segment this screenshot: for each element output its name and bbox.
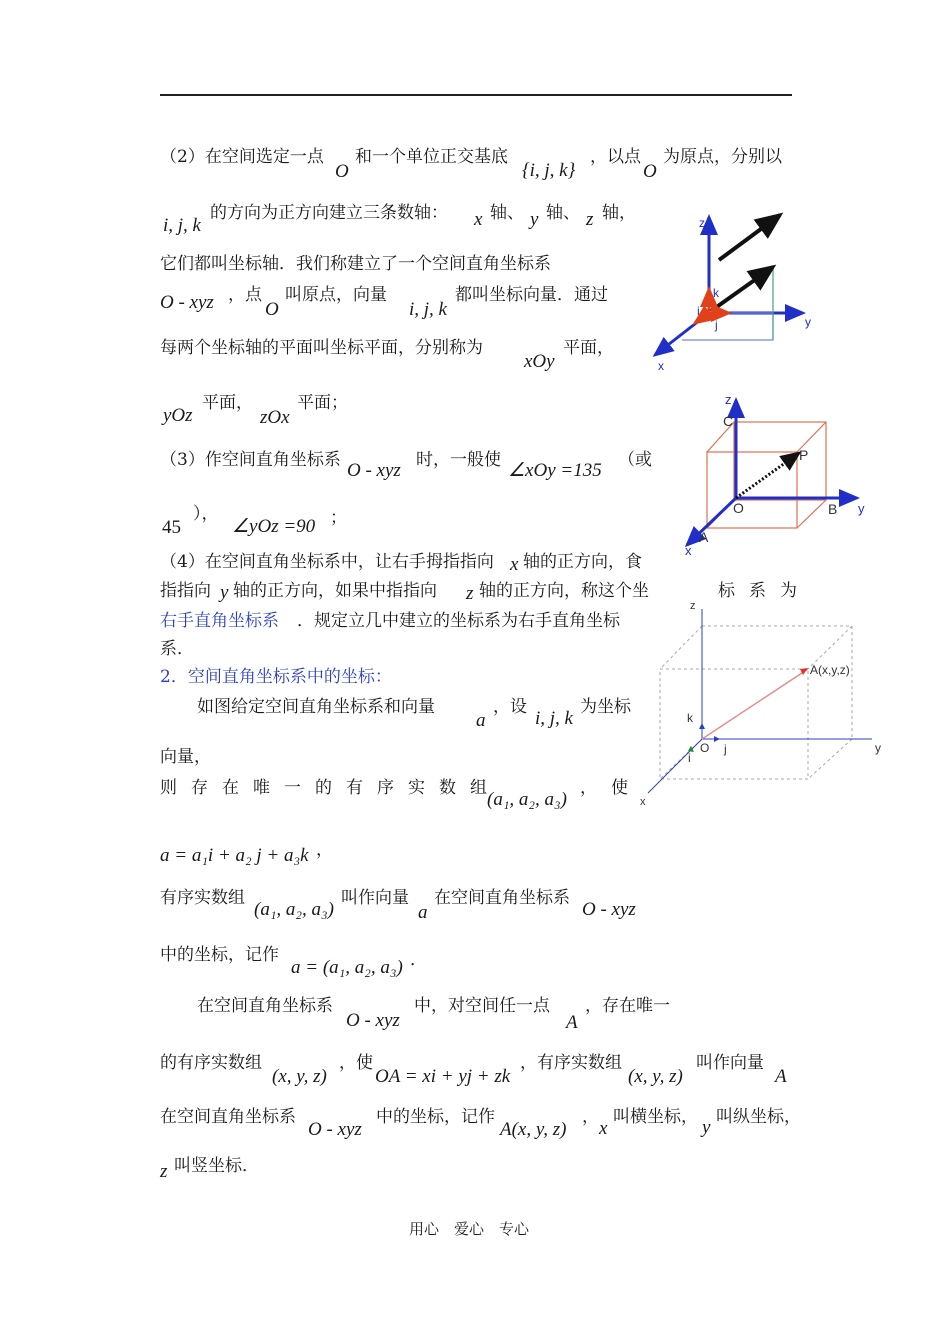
text: 时，一般使 <box>416 450 501 470</box>
text: 叫竖坐标． <box>174 1156 259 1176</box>
y-label: y <box>805 315 811 329</box>
j-label: j <box>715 318 718 332</box>
math-equation-OA: OA = xi + yj + zk <box>375 1066 511 1087</box>
text: （4）在空间直角坐标系中，让右手拇指指向 <box>160 552 494 572</box>
text: 的有序实数组 <box>160 1053 262 1073</box>
text: 轴、 <box>490 203 524 223</box>
math-y: y <box>702 1117 711 1138</box>
x-axis <box>648 739 702 793</box>
text: 在空间直角坐标系 <box>434 888 570 908</box>
math-x: x <box>510 554 519 575</box>
text: 叫纵坐标， <box>716 1107 801 1127</box>
math-x: x <box>474 209 483 230</box>
text: 的方向为正方向建立三条数轴： <box>210 203 448 223</box>
text: 轴的正方向，称这个坐 <box>479 581 649 601</box>
text: ，以点 <box>590 147 641 167</box>
math-angle-xOy: ∠xOy =135 <box>508 460 602 481</box>
i-label: i <box>688 751 691 765</box>
projection-lines <box>682 313 773 340</box>
text: 则存在唯一的有序实数组 <box>160 778 501 798</box>
math-z: z <box>586 209 594 230</box>
math-z: z <box>160 1161 168 1182</box>
text: 标系为 <box>718 581 811 601</box>
text: ）， <box>193 504 219 524</box>
k-label: k <box>713 286 719 300</box>
j-label: j <box>724 742 727 756</box>
text: 每两个坐标轴的平面叫坐标平面，分别称为 <box>160 338 483 358</box>
math-oxyz: O - xyz <box>347 460 401 481</box>
math-ijk: i, j, k <box>409 299 447 320</box>
text: 在空间直角坐标系 <box>160 1107 296 1127</box>
math-A-coords: A(x, y, z) <box>500 1119 567 1140</box>
x-label: x <box>658 359 664 373</box>
y-label: y <box>858 501 865 516</box>
text: 轴， <box>602 203 636 223</box>
text: ，存在唯一 <box>585 996 670 1016</box>
text: 系． <box>160 639 194 659</box>
text: 和一个单位正交基底 <box>355 147 508 167</box>
text: ，设 <box>493 697 527 717</box>
math-y: y <box>220 582 229 603</box>
text: 为坐标 <box>580 697 631 717</box>
math-ijk: i, j, k <box>163 215 201 236</box>
k-arrowhead <box>699 723 705 729</box>
math-x: x <box>599 1118 608 1139</box>
vector-a <box>719 215 780 260</box>
math-zOx: zOx <box>260 407 290 428</box>
text: 叫原点，向量 <box>285 285 387 305</box>
y-label: y <box>875 741 881 755</box>
text: 轴的正方向，如果中指指向 <box>233 581 437 601</box>
figure-axes-basis <box>645 205 845 375</box>
text: 向量， <box>160 747 211 767</box>
point-A-label: A <box>699 529 709 545</box>
text: 它们都叫坐标轴．我们称建立了一个空间直角坐标系 <box>160 254 551 274</box>
text: ，有序实数组 <box>520 1053 622 1073</box>
figure-point-A-coords <box>640 595 890 810</box>
x-axis <box>687 498 736 545</box>
text: ； <box>330 508 347 528</box>
text: 叫横坐标， <box>613 1107 698 1127</box>
math-tuple: (a₁, a₂, a₃) <box>254 899 334 920</box>
text: ． <box>410 950 427 970</box>
z-label: z <box>690 600 696 612</box>
vector-OA <box>702 669 808 739</box>
math-xyz: (x, y, z) <box>272 1066 327 1087</box>
text: ，使 <box>339 1053 373 1073</box>
point-P-label: P <box>799 447 809 463</box>
math-a: a <box>418 902 428 923</box>
text: 叫作向量 <box>341 888 409 908</box>
text: ，点 <box>228 285 262 305</box>
math-A: A <box>566 1012 578 1033</box>
math-oxyz: O - xyz <box>346 1010 400 1031</box>
text: 叫作向量 <box>696 1053 764 1073</box>
math-A: A <box>775 1066 787 1087</box>
math-basis: {i, j, k} <box>522 160 576 181</box>
text: 中的坐标，记作 <box>160 945 279 965</box>
math-tuple: (a₁, a₂, a₃) <box>487 789 567 810</box>
math-xOy: xOy <box>524 351 555 372</box>
text: 都叫坐标向量．通过 <box>455 285 608 305</box>
text: 平面； <box>297 393 348 413</box>
math-angle-yOz: ∠yOz =90 <box>232 516 316 537</box>
math-O: O <box>265 299 279 320</box>
math-y: y <box>530 209 539 230</box>
text: 如图给定空间直角坐标系和向量 <box>197 697 435 717</box>
math-oxyz: O - xyz <box>582 899 636 920</box>
text: 轴、 <box>546 203 580 223</box>
text: （3）作空间直角坐标系 <box>160 450 341 470</box>
term-right-hand-system: 右手直角坐标系 <box>160 611 279 631</box>
z-label: z <box>699 216 705 230</box>
math-O: O <box>643 161 657 182</box>
text: ，使 <box>580 778 642 798</box>
point-B-label: B <box>828 501 838 517</box>
x-label: x <box>685 543 692 558</box>
math-O: O <box>335 161 349 182</box>
k-label: k <box>687 711 693 725</box>
text: 指指向 <box>160 581 211 601</box>
j-arrowhead <box>714 736 720 742</box>
vector-a-from-origin <box>711 267 773 311</box>
math-yOz: yOz <box>163 405 193 426</box>
math-xyz: (x, y, z) <box>628 1066 683 1087</box>
text: 轴的正方向，食 <box>523 552 642 572</box>
text: 有序实数组 <box>160 888 245 908</box>
math-oxyz: O - xyz <box>160 292 214 313</box>
math-oxyz: O - xyz <box>308 1119 362 1140</box>
text: （2）在空间选定一点 <box>160 147 324 167</box>
figure-cube-point-P <box>675 390 875 560</box>
origin-O-label: O <box>700 741 710 755</box>
text: ， <box>582 1107 599 1127</box>
math-equation-coords: a = (a₁, a₂, a₃) <box>291 957 403 978</box>
cube-edges <box>707 422 826 528</box>
math-45: 45 <box>162 517 181 538</box>
vector-OP <box>736 453 799 498</box>
header-rule <box>160 94 792 96</box>
i-label: i <box>697 304 700 318</box>
text: 平面， <box>563 338 614 358</box>
math-a: a <box>476 710 486 731</box>
text: ．规定立几中建立的坐标系为右手直角坐标 <box>297 611 620 631</box>
text: 为原点，分别以 <box>663 147 782 167</box>
text: 在空间直角坐标系 <box>197 996 333 1016</box>
x-label: x <box>640 796 646 808</box>
origin-O-label: O <box>733 500 744 516</box>
text: （或 <box>618 450 652 470</box>
text: 中，对空间任一点 <box>414 996 550 1016</box>
math-z: z <box>466 583 474 604</box>
point-A-label: A(x,y,z) <box>810 663 850 677</box>
page-footer: 用心 爱心 专心 <box>409 1220 530 1238</box>
section-heading: 2．空间直角坐标系中的坐标： <box>160 667 392 687</box>
text: ， <box>316 840 333 860</box>
text: 中的坐标，记作 <box>376 1107 495 1127</box>
math-ijk: i, j, k <box>535 708 573 729</box>
math-equation-a: a = a₁i + a₂ j + a₃k <box>160 845 309 866</box>
point-C-label: C <box>723 413 734 429</box>
text: 平面， <box>202 393 253 413</box>
z-label: z <box>725 392 732 407</box>
